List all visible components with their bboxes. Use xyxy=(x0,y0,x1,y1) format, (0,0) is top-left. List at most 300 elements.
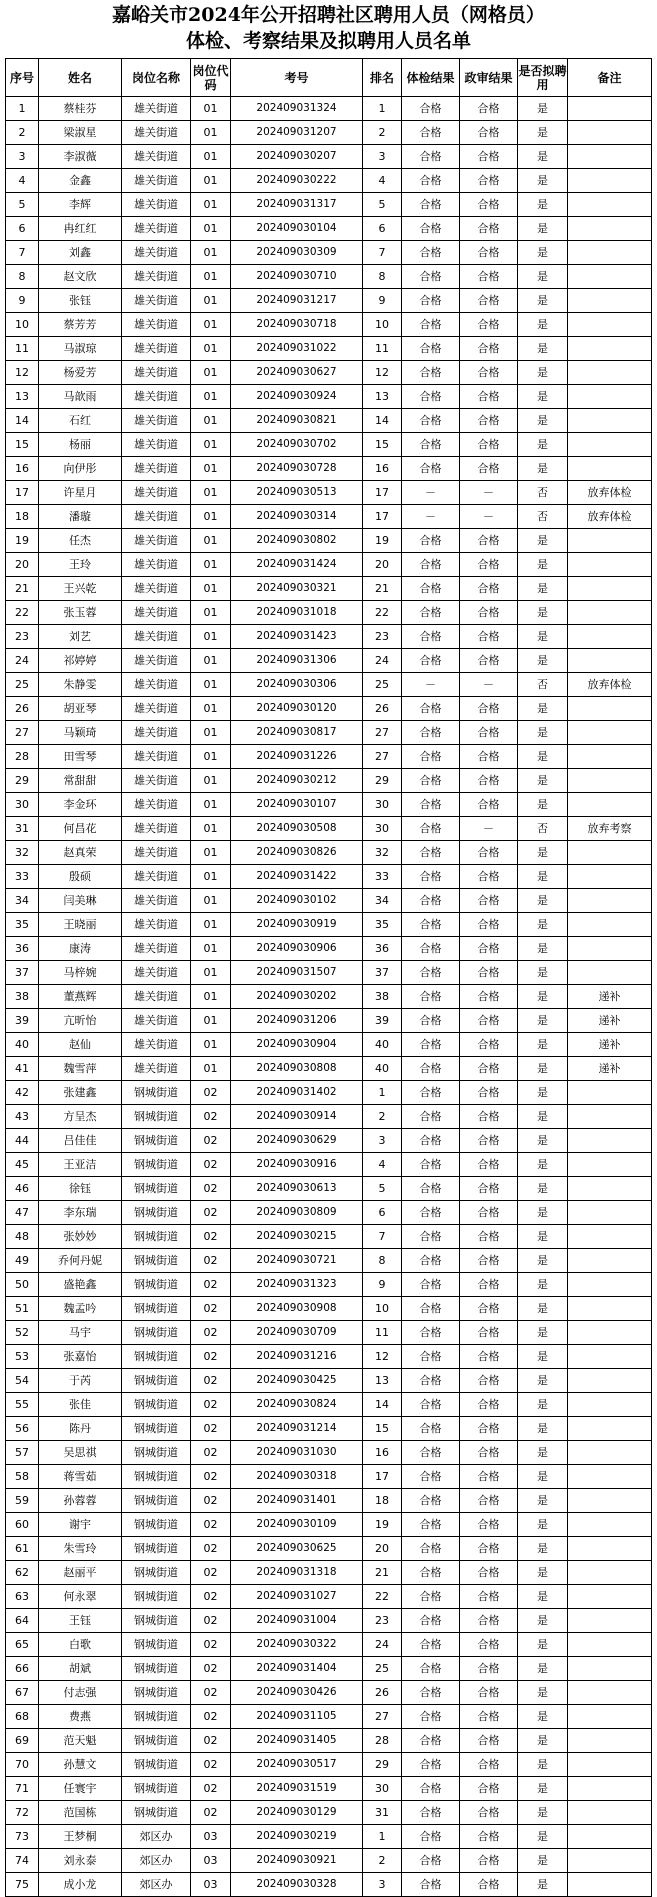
cell-no: 55 xyxy=(6,1393,39,1417)
cell-no: 44 xyxy=(6,1129,39,1153)
cell-physical: 合格 xyxy=(402,1321,460,1345)
cell-note: 递补 xyxy=(568,1009,652,1033)
cell-name: 李淑薇 xyxy=(39,145,122,169)
cell-post: 雄关街道 xyxy=(122,745,191,769)
cell-exam: 202409031404 xyxy=(231,1657,363,1681)
cell-note xyxy=(568,1609,652,1633)
cell-political: － xyxy=(460,481,518,505)
cell-no: 9 xyxy=(6,289,39,313)
table-row xyxy=(6,385,652,409)
cell-physical: 合格 xyxy=(402,985,460,1009)
cell-code: 01 xyxy=(191,985,231,1009)
cell-exam: 202409030702 xyxy=(231,433,363,457)
cell-post: 雄关街道 xyxy=(122,193,191,217)
cell-physical: 合格 xyxy=(402,553,460,577)
cell-political: 合格 xyxy=(460,1585,518,1609)
cell-exam: 202409030718 xyxy=(231,313,363,337)
cell-hire: 是 xyxy=(518,625,568,649)
cell-exam: 202409030322 xyxy=(231,1633,363,1657)
table-row xyxy=(6,1849,652,1873)
cell-name: 范天魁 xyxy=(39,1729,122,1753)
cell-rank: 6 xyxy=(363,217,402,241)
table-row xyxy=(6,1729,652,1753)
cell-physical: 合格 xyxy=(402,1369,460,1393)
cell-hire: 是 xyxy=(518,745,568,769)
cell-name: 朱雪玲 xyxy=(39,1537,122,1561)
cell-note xyxy=(568,1081,652,1105)
cell-hire: 是 xyxy=(518,1753,568,1777)
cell-code: 01 xyxy=(191,529,231,553)
cell-rank: 10 xyxy=(363,1297,402,1321)
cell-note xyxy=(568,769,652,793)
cell-exam: 202409030904 xyxy=(231,1033,363,1057)
cell-exam: 202409030709 xyxy=(231,1321,363,1345)
cell-political: 合格 xyxy=(460,409,518,433)
cell-no: 54 xyxy=(6,1369,39,1393)
cell-code: 01 xyxy=(191,553,231,577)
cell-code: 01 xyxy=(191,241,231,265)
table-row xyxy=(6,937,652,961)
cell-rank: 1 xyxy=(363,97,402,121)
cell-code: 01 xyxy=(191,409,231,433)
cell-post: 钢城街道 xyxy=(122,1561,191,1585)
cell-post: 雄关街道 xyxy=(122,313,191,337)
cell-code: 02 xyxy=(191,1801,231,1825)
cell-exam: 202409030314 xyxy=(231,505,363,529)
cell-name: 刘艺 xyxy=(39,625,122,649)
cell-physical: 合格 xyxy=(402,265,460,289)
cell-note: 放弃体检 xyxy=(568,481,652,505)
cell-political: 合格 xyxy=(460,1729,518,1753)
cell-hire: 是 xyxy=(518,721,568,745)
cell-rank: 39 xyxy=(363,1009,402,1033)
cell-exam: 202409030306 xyxy=(231,673,363,697)
cell-no: 59 xyxy=(6,1489,39,1513)
cell-exam: 202409031027 xyxy=(231,1585,363,1609)
cell-rank: 22 xyxy=(363,601,402,625)
cell-hire: 是 xyxy=(518,841,568,865)
cell-exam: 202409030809 xyxy=(231,1201,363,1225)
cell-no: 73 xyxy=(6,1825,39,1849)
cell-exam: 202409030321 xyxy=(231,577,363,601)
cell-name: 于芮 xyxy=(39,1369,122,1393)
cell-physical: 合格 xyxy=(402,937,460,961)
cell-no: 49 xyxy=(6,1249,39,1273)
cell-rank: 13 xyxy=(363,1369,402,1393)
cell-physical: 合格 xyxy=(402,1753,460,1777)
cell-post: 雄关街道 xyxy=(122,553,191,577)
table-row xyxy=(6,1681,652,1705)
cell-note xyxy=(568,601,652,625)
cell-political: 合格 xyxy=(460,1609,518,1633)
cell-political: 合格 xyxy=(460,1393,518,1417)
cell-post: 郊区办 xyxy=(122,1849,191,1873)
cell-exam: 202409030817 xyxy=(231,721,363,745)
cell-code: 02 xyxy=(191,1513,231,1537)
cell-rank: 34 xyxy=(363,889,402,913)
cell-name: 杨丽 xyxy=(39,433,122,457)
cell-code: 02 xyxy=(191,1465,231,1489)
cell-note xyxy=(568,1417,652,1441)
table-row xyxy=(6,265,652,289)
cell-rank: 11 xyxy=(363,1321,402,1345)
cell-rank: 37 xyxy=(363,961,402,985)
cell-name: 谢宇 xyxy=(39,1513,122,1537)
cell-exam: 202409030921 xyxy=(231,1849,363,1873)
cell-name: 李金环 xyxy=(39,793,122,817)
cell-physical: 合格 xyxy=(402,529,460,553)
cell-political: 合格 xyxy=(460,1225,518,1249)
cell-physical: 合格 xyxy=(402,1153,460,1177)
cell-political: 合格 xyxy=(460,625,518,649)
table-row xyxy=(6,1609,652,1633)
cell-physical: 合格 xyxy=(402,457,460,481)
cell-code: 01 xyxy=(191,961,231,985)
cell-no: 16 xyxy=(6,457,39,481)
cell-physical: 合格 xyxy=(402,1009,460,1033)
cell-note xyxy=(568,313,652,337)
cell-exam: 202409030914 xyxy=(231,1105,363,1129)
cell-post: 雄关街道 xyxy=(122,793,191,817)
cell-note xyxy=(568,1345,652,1369)
cell-name: 方呈杰 xyxy=(39,1105,122,1129)
cell-note xyxy=(568,457,652,481)
cell-exam: 202409030222 xyxy=(231,169,363,193)
cell-hire: 是 xyxy=(518,121,568,145)
table-row xyxy=(6,121,652,145)
cell-hire: 是 xyxy=(518,1105,568,1129)
cell-rank: 2 xyxy=(363,121,402,145)
cell-note xyxy=(568,1393,652,1417)
cell-name: 王兴乾 xyxy=(39,577,122,601)
cell-political: 合格 xyxy=(460,985,518,1009)
cell-note xyxy=(568,1561,652,1585)
cell-note xyxy=(568,1105,652,1129)
cell-name: 王亚洁 xyxy=(39,1153,122,1177)
cell-note xyxy=(568,385,652,409)
cell-name: 梁淑星 xyxy=(39,121,122,145)
table-body xyxy=(6,97,652,1897)
cell-physical: 合格 xyxy=(402,1129,460,1153)
cell-hire: 是 xyxy=(518,961,568,985)
cell-no: 12 xyxy=(6,361,39,385)
cell-no: 52 xyxy=(6,1321,39,1345)
table-row xyxy=(6,793,652,817)
cell-political: 合格 xyxy=(460,457,518,481)
cell-note xyxy=(568,1849,652,1873)
cell-rank: 3 xyxy=(363,1873,402,1897)
cell-code: 01 xyxy=(191,889,231,913)
cell-hire: 是 xyxy=(518,217,568,241)
cell-note xyxy=(568,1873,652,1897)
cell-political: 合格 xyxy=(460,1345,518,1369)
cell-code: 01 xyxy=(191,721,231,745)
cell-exam: 202409031317 xyxy=(231,193,363,217)
table-row xyxy=(6,337,652,361)
cell-political: 合格 xyxy=(460,265,518,289)
cell-code: 01 xyxy=(191,217,231,241)
cell-political: 合格 xyxy=(460,313,518,337)
table-row xyxy=(6,529,652,553)
cell-post: 钢城街道 xyxy=(122,1393,191,1417)
cell-no: 42 xyxy=(6,1081,39,1105)
cell-post: 钢城街道 xyxy=(122,1273,191,1297)
cell-rank: 30 xyxy=(363,817,402,841)
cell-exam: 202409030104 xyxy=(231,217,363,241)
cell-note xyxy=(568,1177,652,1201)
cell-post: 雄关街道 xyxy=(122,889,191,913)
cell-political: 合格 xyxy=(460,961,518,985)
cell-political: 合格 xyxy=(460,1633,518,1657)
cell-rank: 1 xyxy=(363,1825,402,1849)
cell-code: 01 xyxy=(191,817,231,841)
cell-no: 30 xyxy=(6,793,39,817)
cell-exam: 202409031216 xyxy=(231,1345,363,1369)
table-row xyxy=(6,1345,652,1369)
cell-physical: 合格 xyxy=(402,961,460,985)
cell-name: 魏雪萍 xyxy=(39,1057,122,1081)
cell-name: 王梦桐 xyxy=(39,1825,122,1849)
cell-post: 雄关街道 xyxy=(122,769,191,793)
cell-no: 10 xyxy=(6,313,39,337)
cell-political: 合格 xyxy=(460,1249,518,1273)
table-row xyxy=(6,1297,652,1321)
cell-no: 21 xyxy=(6,577,39,601)
cell-political: 合格 xyxy=(460,1465,518,1489)
cell-code: 01 xyxy=(191,433,231,457)
cell-exam: 202409030425 xyxy=(231,1369,363,1393)
cell-hire: 是 xyxy=(518,553,568,577)
table-row xyxy=(6,1753,652,1777)
cell-no: 23 xyxy=(6,625,39,649)
cell-rank: 28 xyxy=(363,1729,402,1753)
cell-rank: 9 xyxy=(363,289,402,313)
cell-political: 合格 xyxy=(460,1849,518,1873)
cell-hire: 是 xyxy=(518,529,568,553)
cell-note: 递补 xyxy=(568,985,652,1009)
cell-no: 51 xyxy=(6,1297,39,1321)
cell-physical: 合格 xyxy=(402,409,460,433)
cell-post: 雄关街道 xyxy=(122,481,191,505)
cell-exam: 202409030120 xyxy=(231,697,363,721)
cell-exam: 202409030215 xyxy=(231,1225,363,1249)
cell-hire: 是 xyxy=(518,313,568,337)
cell-no: 27 xyxy=(6,721,39,745)
cell-note xyxy=(568,361,652,385)
cell-no: 70 xyxy=(6,1753,39,1777)
cell-note xyxy=(568,409,652,433)
cell-rank: 40 xyxy=(363,1057,402,1081)
cell-political: 合格 xyxy=(460,1273,518,1297)
cell-physical: 合格 xyxy=(402,793,460,817)
cell-rank: 25 xyxy=(363,1657,402,1681)
cell-political: 合格 xyxy=(460,721,518,745)
cell-exam: 202409030802 xyxy=(231,529,363,553)
cell-hire: 是 xyxy=(518,97,568,121)
cell-physical: 合格 xyxy=(402,193,460,217)
cell-hire: 是 xyxy=(518,913,568,937)
cell-political: 合格 xyxy=(460,1369,518,1393)
header-rank: 排名 xyxy=(363,59,402,97)
cell-exam: 202409031018 xyxy=(231,601,363,625)
cell-exam: 202409031424 xyxy=(231,553,363,577)
cell-rank: 30 xyxy=(363,1777,402,1801)
cell-code: 02 xyxy=(191,1729,231,1753)
cell-post: 雄关街道 xyxy=(122,1057,191,1081)
cell-name: 向伊彤 xyxy=(39,457,122,481)
table-row xyxy=(6,481,652,505)
cell-code: 01 xyxy=(191,697,231,721)
table-row xyxy=(6,1393,652,1417)
cell-name: 马颖琦 xyxy=(39,721,122,745)
cell-no: 2 xyxy=(6,121,39,145)
cell-post: 钢城街道 xyxy=(122,1657,191,1681)
cell-political: 合格 xyxy=(460,145,518,169)
document-title-line1: 嘉峪关市2024年公开招聘社区聘用人员（网格员） xyxy=(112,4,545,26)
cell-note xyxy=(568,961,652,985)
cell-code: 01 xyxy=(191,193,231,217)
cell-post: 钢城街道 xyxy=(122,1417,191,1441)
cell-name: 白歌 xyxy=(39,1633,122,1657)
cell-exam: 202409031423 xyxy=(231,625,363,649)
cell-rank: 11 xyxy=(363,337,402,361)
cell-post: 钢城街道 xyxy=(122,1225,191,1249)
cell-physical: 合格 xyxy=(402,913,460,937)
cell-no: 3 xyxy=(6,145,39,169)
cell-note: 递补 xyxy=(568,1057,652,1081)
cell-rank: 40 xyxy=(363,1033,402,1057)
cell-note xyxy=(568,529,652,553)
cell-name: 魏孟吟 xyxy=(39,1297,122,1321)
cell-exam: 202409030625 xyxy=(231,1537,363,1561)
cell-code: 01 xyxy=(191,673,231,697)
cell-physical: 合格 xyxy=(402,313,460,337)
cell-exam: 202409031405 xyxy=(231,1729,363,1753)
cell-no: 50 xyxy=(6,1273,39,1297)
cell-physical: 合格 xyxy=(402,1801,460,1825)
cell-exam: 202409031207 xyxy=(231,121,363,145)
cell-political: 合格 xyxy=(460,1081,518,1105)
cell-code: 02 xyxy=(191,1249,231,1273)
cell-code: 02 xyxy=(191,1321,231,1345)
table-row xyxy=(6,721,652,745)
cell-post: 雄关街道 xyxy=(122,673,191,697)
cell-code: 02 xyxy=(191,1585,231,1609)
header-hire: 是否拟聘用 xyxy=(518,59,568,97)
cell-physical: 合格 xyxy=(402,289,460,313)
cell-exam: 202409030202 xyxy=(231,985,363,1009)
cell-no: 8 xyxy=(6,265,39,289)
cell-hire: 是 xyxy=(518,1321,568,1345)
cell-no: 11 xyxy=(6,337,39,361)
table-row xyxy=(6,145,652,169)
cell-political: 合格 xyxy=(460,1177,518,1201)
cell-no: 48 xyxy=(6,1225,39,1249)
cell-exam: 202409030318 xyxy=(231,1465,363,1489)
cell-code: 01 xyxy=(191,769,231,793)
cell-post: 雄关街道 xyxy=(122,505,191,529)
cell-physical: 合格 xyxy=(402,1849,460,1873)
cell-no: 22 xyxy=(6,601,39,625)
cell-note xyxy=(568,1633,652,1657)
cell-post: 郊区办 xyxy=(122,1873,191,1897)
cell-hire: 是 xyxy=(518,769,568,793)
cell-political: 合格 xyxy=(460,601,518,625)
cell-code: 01 xyxy=(191,865,231,889)
cell-name: 陈丹 xyxy=(39,1417,122,1441)
cell-post: 雄关街道 xyxy=(122,385,191,409)
cell-code: 01 xyxy=(191,1009,231,1033)
cell-hire: 是 xyxy=(518,937,568,961)
cell-political: 合格 xyxy=(460,97,518,121)
cell-political: 合格 xyxy=(460,1657,518,1681)
cell-hire: 是 xyxy=(518,1201,568,1225)
cell-hire: 是 xyxy=(518,409,568,433)
cell-hire: 是 xyxy=(518,1849,568,1873)
cell-post: 雄关街道 xyxy=(122,145,191,169)
table-header-row xyxy=(6,59,652,97)
cell-physical: 合格 xyxy=(402,1777,460,1801)
cell-code: 02 xyxy=(191,1537,231,1561)
cell-political: 合格 xyxy=(460,1129,518,1153)
table-row xyxy=(6,1249,652,1273)
cell-code: 01 xyxy=(191,289,231,313)
cell-name: 任杰 xyxy=(39,529,122,553)
cell-rank: 22 xyxy=(363,1585,402,1609)
cell-no: 31 xyxy=(6,817,39,841)
cell-post: 雄关街道 xyxy=(122,601,191,625)
cell-hire: 是 xyxy=(518,1393,568,1417)
cell-rank: 3 xyxy=(363,145,402,169)
cell-no: 36 xyxy=(6,937,39,961)
cell-no: 40 xyxy=(6,1033,39,1057)
cell-physical: 合格 xyxy=(402,1825,460,1849)
cell-note xyxy=(568,289,652,313)
cell-hire: 是 xyxy=(518,457,568,481)
cell-hire: 是 xyxy=(518,793,568,817)
cell-hire: 否 xyxy=(518,481,568,505)
cell-hire: 否 xyxy=(518,817,568,841)
table-row xyxy=(6,577,652,601)
cell-rank: 7 xyxy=(363,1225,402,1249)
cell-rank: 13 xyxy=(363,385,402,409)
cell-hire: 是 xyxy=(518,985,568,1009)
cell-physical: 合格 xyxy=(402,121,460,145)
cell-name: 蒋雪茹 xyxy=(39,1465,122,1489)
cell-political: 合格 xyxy=(460,1033,518,1057)
cell-note xyxy=(568,121,652,145)
cell-political: 合格 xyxy=(460,1489,518,1513)
cell-exam: 202409030826 xyxy=(231,841,363,865)
cell-exam: 202409031507 xyxy=(231,961,363,985)
cell-code: 01 xyxy=(191,601,231,625)
cell-hire: 是 xyxy=(518,145,568,169)
cell-name: 潘璇 xyxy=(39,505,122,529)
cell-political: 合格 xyxy=(460,1441,518,1465)
cell-physical: 合格 xyxy=(402,1177,460,1201)
cell-code: 02 xyxy=(191,1441,231,1465)
cell-exam: 202409031318 xyxy=(231,1561,363,1585)
cell-political: 合格 xyxy=(460,1513,518,1537)
cell-physical: 合格 xyxy=(402,1609,460,1633)
cell-code: 01 xyxy=(191,481,231,505)
cell-physical: 合格 xyxy=(402,1393,460,1417)
cell-hire: 是 xyxy=(518,1489,568,1513)
cell-post: 钢城街道 xyxy=(122,1705,191,1729)
cell-hire: 是 xyxy=(518,1513,568,1537)
cell-rank: 16 xyxy=(363,1441,402,1465)
cell-name: 张玉蓉 xyxy=(39,601,122,625)
